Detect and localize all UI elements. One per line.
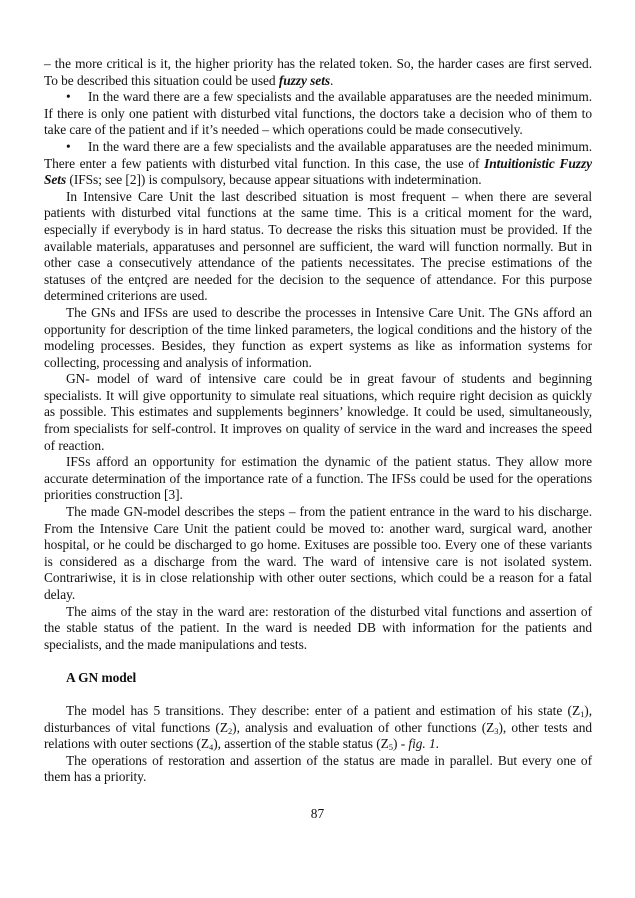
paragraph-text: ) -	[393, 736, 409, 752]
paragraph-text: .	[330, 72, 334, 88]
figure-reference: fig. 1	[408, 736, 436, 752]
section-heading: A GN model	[66, 670, 137, 686]
paragraph-priority-intro	[44, 56, 592, 89]
bullet-item-single-patient	[44, 89, 592, 139]
bullet-icon: •	[66, 138, 71, 154]
paragraph-text: The model has 5 transitions. They describe: enter of a patient and estimation of his state (Z	[66, 702, 581, 718]
paragraph-text: ), analysis and evaluation of other functions (Z	[232, 719, 495, 735]
emphasis-fuzzy-sets: fuzzy sets	[278, 72, 331, 88]
paragraph-gns-ifss: The GNs and IFSs are used to describe the processes in Intensive Care Unit. The GNs afford an opportunity for description of the time linked parameters, the logical conditions and the history of the modeling processes. Besides, they function as expert systems as like as information systems for collecting, processing and analysis of information.	[44, 304, 592, 370]
paragraph-text: ), other tests and relations with outer sections (Z	[44, 719, 592, 752]
subscript: 4	[209, 742, 214, 753]
emphasis-intuitionistic-fuzzy-sets: Intuitionistic Fuzzy Sets	[44, 155, 592, 188]
paragraph-operations-priority: The operations of restoration and assertion of the status are made in parallel. But every one of them has a priority.	[44, 752, 592, 785]
bullet-text: In the ward there are a few specialists and the available apparatuses are the needed minimum. If there is only one patient with disturbed vital functions, the doctors take a decision who of them to take care of the patient and if it’s needed – which operations could be made consecutively.	[44, 89, 592, 138]
bullet-icon: •	[66, 89, 71, 105]
paragraph-icu-situation: In Intensive Care Unit the last described situation is most frequent – when there are several patients with disturbed vital functions at the same time. This is a critical moment for the ward, especially if everybody is in hard status. To decrease the risks this situation must be provided. If the available materials, apparatuses and personnel are sufficient, the ward will function normally. But in other case a consecutively attendance of the patients necessitates. The precise estimations of the statuses of the entçred are needed for the decision to the sequence of attendance. For this purpose determined criterions are used.	[44, 188, 592, 304]
paragraph-gn-model-steps: The made GN-model describes the steps – from the patient entrance in the ward to his discharge. From the Intensive Care Unit the patient could be moved to: another ward, surgical ward, another hospital, or he could be discharged to go home. Exituses are possible too. Every one of these variants is considered as a discharge from the ward. The ward of intensive care is not isolated system. Contrariwise, it is in close relationship with other outer sections, which could be a reason for a fatal delay.	[44, 504, 592, 602]
bullet-item-several-patients	[44, 139, 592, 189]
paragraph-text: ), assertion of the stable status (Z	[213, 736, 389, 752]
paragraph-text: – the more critical is it, the higher priority has the related token. So, the harder cases are first served. To be described this situation could be used	[44, 56, 592, 88]
paragraph-transitions	[44, 703, 592, 753]
subscript: 2	[227, 725, 233, 736]
bullet-text: (IFSs; see [2]) is compulsory, because appear situations with indetermination.	[66, 172, 482, 188]
bullet-text: In the ward there are a few specialists and the available apparatuses are the needed minimum. There enter a few patients with disturbed vital function. In this case, the use of	[44, 138, 592, 171]
paragraph-gn-model-benefits: GN- model of ward of intensive care could be in great favour of students and beginning specialists. It will give opportunity to simulate real situations, which require right decision as quickly as possible. This estimates and supplements beginners’ knowledge. It could be used, simultaneously, from specialists for self-control. It improves on quality of service in the ward and increases the speed of reaction.	[44, 371, 592, 453]
paragraph-ward-aims: The aims of the stay in the ward are: restoration of the disturbed vital functions and assertion of the stable status of the patient. In the ward is needed DB with information for the patients and specialists, and the made manipulations and tests.	[44, 603, 592, 652]
paragraph-ifss-dynamics: IFSs afford an opportunity for estimation the dynamic of the patient status. They allow more accurate determination of the importance rate of a function. The IFSs could be used for the operations priorities construction [3].	[44, 454, 592, 503]
paragraph-text: .	[435, 736, 439, 752]
document-page	[44, 56, 592, 786]
page-number: 87	[310, 806, 325, 821]
subscript: 3	[494, 725, 499, 736]
subscript: 1	[580, 708, 585, 719]
subscript: 5	[388, 742, 393, 753]
paragraph-text: ), disturbances of vital functions (Z	[44, 702, 592, 735]
